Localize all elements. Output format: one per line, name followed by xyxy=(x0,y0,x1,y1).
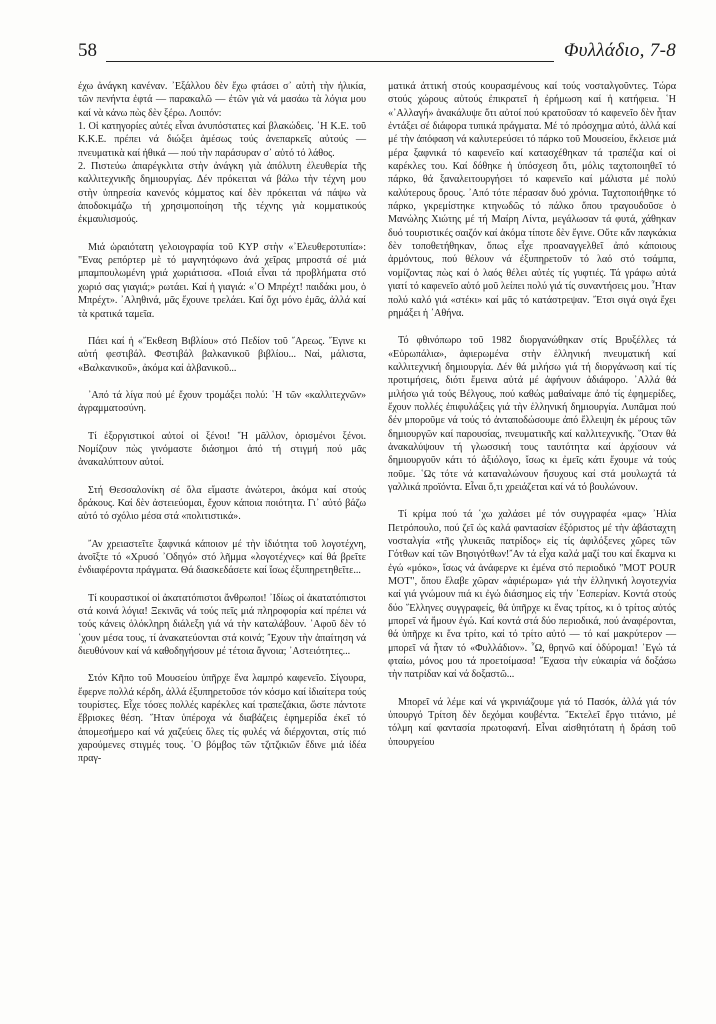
page xyxy=(78,40,676,1000)
page-header xyxy=(78,40,676,70)
paragraph: Τό φθινόπωρο τοῦ 1982 διοργανώθηκαν στίς Βρυξέλλες τά «Εὐρωπάλια», ἀφιερωμένα στὴν ἑλληνική πνευματική καί καλλιτεχνική δημιουργία. Δέν θά μιλήσω γιά τή διοργάνωση καί τίς προτιμήσεις, διότι ἔμεινα αὐτά μέ ἀφήνουν ἀδιάφορο. ᾿Αλλά θά μιλήσω γιά τούς Βέλγους, πού καθώς μαθαίναμε ἀπό τίς ἐφημερίδες, ἔχουν πολλές ἐπιφυλάξεις γιά τὴν ἑλληνική δημιουργία. Λυπᾶμαι πού δέν μποροῦμε νά τούς τό ἀνταποδώσουμε ἀπό ἔλλειψη ἐκ μέρους τῶν δημιουργῶν καί παρουσίας, πνευματικῆς καί καλλιτεχνικῆς. ῞Οταν θά ἀνακαλύψουν τή γλωσσική τους ταυτότητα καί ἀρχίσουν νά δημιουργοῦν κάτι τό ἀξιόλογο, ἴσως κι ἐμεῖς κάτι ἔχουμε νά τούς ποῦμε. ῾Ως τότε νά καταναλώνουν ἥσυχους καί στά μουλωχτά τά γαλλικά προϊόντα. Εἶναι ὅ,τι χρειάζεται καί νά τό βουλώνουν. xyxy=(388,335,676,493)
paragraph: 2. Πιστεύω ἀπαρέγκλιτα στὴν ἀνάγκη γιὰ ἀπόλυτη ἐλευθερία τῆς καλλιτεχνικῆς δημιουργίας. Δέν πρόκειται νά βάλω τὴν τέχνη μου στὴν ὑπηρεσία κανενός κόμματος καί δὲν πρόκειται νά πάψω νὰ ἀποδοκιμάζω τή χρησιμοποίηση τῆς τέχνης γιὰ κομματικούς ἐκμαυλισμούς. xyxy=(78,161,366,226)
text-columns xyxy=(78,80,676,780)
paragraph: ῎Αν χρειαστεῖτε ξαφνικά κάποιον μέ τὴν ἰδιότητα τοῦ λογοτέχνη, ἀνοῖξτε τό «Χρυσό ᾿Οδηγό» στό λῆμμα «λογοτέχνες» καί θά βρεῖτε ἐνδιαφέροντα πράγματα. Θά διασκεδάσετε καί ἴσως ἐξυπηρετηθεῖτε... xyxy=(78,538,366,577)
paragraph: Στόν Κῆπο τοῦ Μουσείου ὑπῆρχε ἕνα λαμπρό καφενεῖο. Σίγουρα, ἔφερνε πολλά κέρδη, ἀλλά ἐξυπηρετοῦσε τόν κόσμο καί ἰδιαίτερα τούς τουρίστες. Εἶχε τόσες πολλές καρέκλες καί τραπεζάκια, ὥστε πάντοτε ἔβρισκες θέση. ῞Ηταν ὑπέροχα νά διαβάζεις ἐφημερίδα ἐκεῖ τό ἀπομεσήμερο καί νά χαζεύεις ὅλες τίς φυλές νά διέρχονται, στίς πιό χαρούμενες στιγμές τους. ῾Ο βόμβος τῶν τζιτζικιῶν ἔδινε μιά ἰδέα πραγ- xyxy=(78,673,366,765)
paragraph: ᾿Από τά λίγα πού μέ ἔχουν τρομάξει πολύ: ῾Η τῶν «καλλιτεχνῶν» ἀγραμματοσύνη. xyxy=(78,389,366,415)
left-column xyxy=(78,80,366,780)
paragraph: Τί κουραστικοί οἱ ἀκατατόπιστοι ἄνθρωποι! ᾿Ιδίως οἱ ἀκατατόπιστοι στά κοινά λόγια! Ξεκινᾶς νά τούς πεῖς μιά πληροφορία καί πρέπει νά τούς κάνεις ὁλόκληρη διάλεξη γιά νά τὴν καταλάβουν. ᾿Αφοῦ δὲν τό ῾χουν μέσα τους, τί ἀνακατεύονται στά κοινά; ῎Εχουν τὴν ἀπαίτηση νά διευθύνουν καί νά καθοδηγήσουν μέ τέτοια ἄγνοια; ᾿Αστειότητες... xyxy=(78,592,366,658)
paragraph: Πάει καί ἡ «῎Εκθεση Βιβλίου» στό Πεδίον τοῦ ῎Αρεως. ῎Εγινε κι αὐτή φεστιβάλ. Φεστιβάλ βαλκανικοῦ βιβλίου... Ναί, μάλιστα, «Βαλκανικοῦ», ἀκόμα καί ἀλβανικοῦ... xyxy=(78,335,366,374)
running-title: Φυλλάδιο, 7-8 xyxy=(564,40,676,61)
paragraph: 1. Οἱ κατηγορίες αὐτές εἶναι ἀνυπόστατες καί βλακώδεις. ῾Η Κ.Ε. τοῦ Κ.Κ.Ε. πρέπει νά διώξει ἀμέσως τούς ἀνεπαρκεῖς αὐτούς — πνευματικὰ καί ἠθικά — πού τὴν παράσυραν σ᾿ αὐτό τό λάθος. xyxy=(78,121,366,159)
right-column xyxy=(388,80,676,780)
paragraph: Μπορεῖ νά λέμε καί νά γκρινιάζουμε γιά τό Πασόκ, ἀλλά γιά τόν ὑπουργό Τρίτση δὲν δεχόμαι κουβέντα. ῎Εκτελεῖ ἔργο τιτάνιο, μέ τόλμη καί φαντασία πρωτοφανή. Εἶναι αἰσθητότατη ἡ δράση τοῦ ὑπουργείου xyxy=(388,696,676,748)
paragraph: Μιά ὡραιότατη γελοιογραφία τοῦ ΚΥΡ στὴν «᾿Ελευθεροτυπία»: "Ενας ρεπόρτερ μὲ τό μαγνητόφωνο ἀνά χεῖρας μπροστά σέ μιά μπαμπουλωμένη γριά χωριάτισσα. «Ποιά εἶναι τά προβλήματα στό χωριό σας γιαγιά;» ρωτάει. Καί ἡ γιαγιά: «᾿Ο Μπρέχτ! παιδάκι μου, ὁ Μπρέχτ». ᾿Αληθινά, μᾶς ἔχουνε τρελάει. Καί ὄχι μόνο ἐμᾶς, ἀλλά καί τὰ κρατικά ταμεῖα. xyxy=(78,241,366,320)
paragraph: Τί κρίμα πού τά ῾χω χαλάσει μέ τόν συγγραφέα «μας» ᾿Ηλία Πετρόπουλο, πού ζεῖ ὡς καλά φαντασίαν ἐξόριστος μέ τὴν ἀβάσταχτη νοσταλγία «τῆς γλυκειᾶς πατρίδος» εἰς τίς ἀφιλόξενες χῶρες τῶν Γότθων καί τῶν Βησιγότθων!῎Αν τά εἶχα καλά μαζί του καί ἔκαμνα κι ἐγώ «μόκο», ἴσως νά ἀνάφερνε κι ἐμένα στό περιοδικό "MOT POUR MOT", ὅπου ἔλαβε χῶραν «ἀφιέρωμα» γιά τὴν ἑλληνική λογοτεχνία καί γιά γνώμουν πιά κι ἐγώ διάσημος εἰς τήν ᾿Εσπερίαν. Κοντά στούς δύο ῞Ελληνες συγγραφείς, θά ὑπῆρχε κι ἕνας τρίτος, κι ὁ τρίτος αὐτός μπορεῖ νά ἤμουν ἐγώ. Καί κοντά στά δύο περιοδικά, πού ἀναφέρονται, θά ὑπῆρχε κι ἕνα τρίτο, καί τό τρίτο αὐτό — τό καί μακρύτερον — μπορεῖ νά ἦταν τό «Φυλλάδιον». ῏Ω, θρηνῶ καί ὀδύρομαι! ᾿Εγώ τά φταίω, μόνος μου τά προετοίμασα! ῎Εχασα τὴν εὐκαιρία νά δοξάσω τὴν πατρίδαν καί νά δοξαστῶ... xyxy=(388,509,676,681)
paragraph: ματικά ἀττική στούς κουρασμένους καί τούς νοσταλγοῦντες. Τώρα στούς χώρους αὐτούς ἐπικρατεῖ ἡ ἐρήμωση καί ἡ κατήφεια. ῾Η «᾿Αλλαγή» ἀνακάλυψε ὅτι αὐτοί πού κρατοῦσαν τό καφενεῖο δὲν ἦταν ἐντάξει σέ διάφορα τυπικά πράγματα. Μέ τό πρόσχημα αὐτό, ἀλλά καί μέ τὴν ἀπόφαση νά καλυτερεύσει τό πάρκο τοῦ Μουσείου, ἔκλεισε μιά μέρα ξαφνικά τό καφενεῖο καί κατασχέθηκαν τά τραπέζια καί οἱ καρέκλες του. Καί δόθηκε ἡ ὑπόσχεση ὅτι, μόλις ταχτοποιηθεῖ τό πάρκο, θά ξαναλειτουργήσει τό καφενεῖο καί μάλιστα μέ πολύ καλύτερους ὅρους. ᾿Από τότε πέρασαν δυό χρόνια. Ταχτοποιήθηκε τό πάρκο, γκρεμίστηκε κτηνωδῶς τό πάλκο ὅπου τραγουδοῦσε ὁ Μανώλης Χιώτης μέ τή Μαίρη Λίντα, μεγάλωσαν τά φυτά, χάθηκαν δυό τουριστικές σαιζόν καί ἀκόμα τίποτε δὲν ἔγινε. Οὔτε κἄν παγκάκια δὲν τοποθετήθηκαν, ὅπως εἶχε προαναγγελθεῖ ἀπό κάποιους ἁρμόντους, πού θέλουν νά ἐξυπηρετοῦν τό λαό στό τσάμπα, νομίζοντας πὼς καί ὁ λαός θέλει αὐτές τίς γυφτιές. Τά γράφω αὐτά γιατί τό καφενεῖο αὐτό μοῦ λείπει πολύ γιά τίς συναντήσεις μου. ῏Ηταν πολύ καλό γιά «στέκι» καί μᾶς τό κατάστρεψαν. ῎Ετσι σιγά σιγά ἔχει ρημάξει ἡ ᾿Αθήνα. xyxy=(388,81,676,319)
page-number: 58 xyxy=(78,40,97,61)
paragraph: Τί ἐξοργιστικοί αὐτοί οἱ ξένοι! ῞Η μᾶλλον, ὁρισμένοι ξένοι. Νομίζουν πὼς γινόμαστε διάσημοι ἀπό τή στιγμή πού μᾶς ἀνακαλύπτουν αὐτοί. xyxy=(78,430,366,469)
paragraph: έχω ἀνάγκη κανέναν. ᾿Εξάλλου δὲν ἔχω φτάσει σ᾿ αὐτὴ τὴν ἡλικία, τῶν πενήντα ἐφτά — παρακαλῶ — ἐτῶν γιὰ νά μασάω τὰ λόγια μου καί νὰ κάνω πὼς δὲν ξέρω. Λοιπόν: xyxy=(78,81,366,119)
paragraph: Στή Θεσσαλονίκη σέ ὅλα εἴμαστε ἀνώτεροι, ἀκόμα καί στούς δράκους. Καί δὲν ἀστειεύομαι, ἔχουν κάποια ποιότητα. Γι᾿ αὐτό βάζω αὐτό τό σχόλιο μέσα στά «πολιτιστικά». xyxy=(78,484,366,523)
header-rule xyxy=(106,61,554,62)
